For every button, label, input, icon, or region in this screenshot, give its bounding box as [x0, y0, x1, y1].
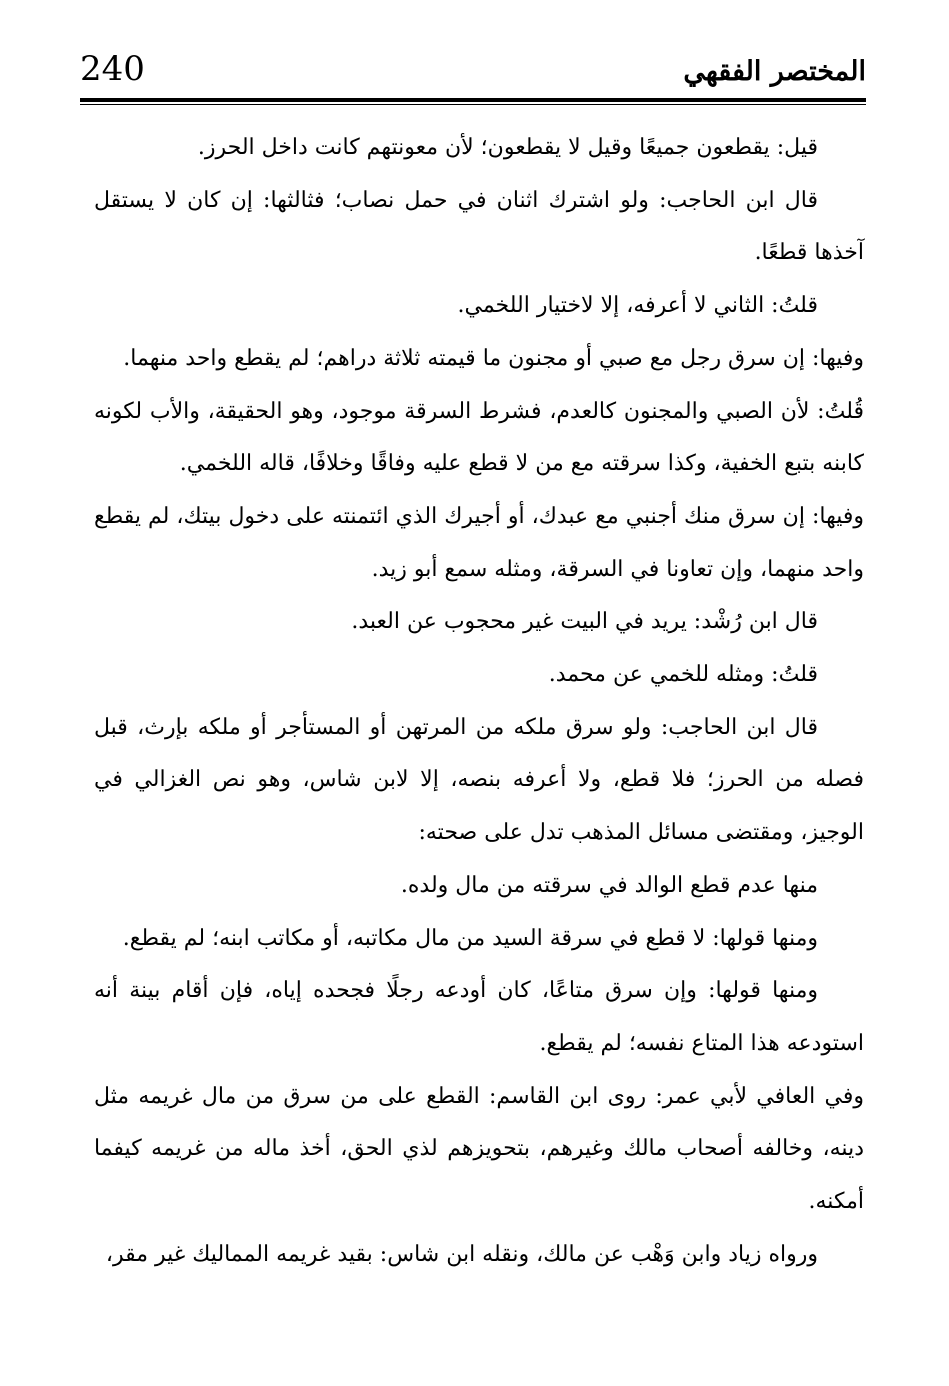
paragraph-12: ومنها قولها: وإن سرق متاعًا، كان أودعه رجلًا فجحده إياه، فإن أقام بينة أنه استودعه هذا المتاع نفسه؛ لم يقطع. [94, 978, 864, 1056]
body-text [94, 122, 864, 1281]
paragraph-9: قال ابن الحاجب: ولو سرق ملكه من المرتهن أو المستأجر أو ملكه بإرث، قبل فصله من الحرز؛ فلا قطع، ولا أعرفه بنصه، إلا لابن شاس، وهو نص الغزالي في الوجيز، ومقتضى مسائل المذهب تدل على صحته: [94, 714, 864, 846]
header-rule-thick [80, 98, 866, 102]
paragraph-14: ورواه زياد وابن وَهْب عن مالك، ونقله ابن شاس: بقيد غريمه المماليك غير مقر، [105, 1241, 818, 1267]
paragraph-8: قلتُ: ومثله للخمي عن محمد. [548, 662, 818, 688]
page-header [80, 46, 866, 100]
paragraph-7: قال ابن رُشْد: يريد في البيت غير محجوب عن العبد. [351, 609, 818, 635]
paragraph-1: قيل: يقطعون جميعًا وقيل لا يقطعون؛ لأن معونتهم كانت داخل الحرز. [197, 135, 818, 160]
running-title: المختصر الفقهي [683, 56, 866, 87]
header-rule-thin [80, 104, 866, 105]
paragraph-6: وفيها: إن سرق منك أجنبي مع عبدك، أو أجيرك الذي ائتمنته على دخول بيتك، لم يقطع واحد منهما، وإن تعاونا في السرقة، ومثله سمع أبو زيد. [94, 503, 864, 582]
paragraph-10: منها عدم قطع الوالد في سرقته من مال ولده. [400, 872, 818, 898]
paragraph-3: قلتُ: الثاني لا أعرفه، إلا لاختيار اللخمي. [457, 293, 818, 319]
page-number: 240 [80, 49, 145, 89]
paragraph-13: وفي العافي لأبي عمر: روى ابن القاسم: القطع على من سرق من مال غريمه مثل دينه، وخالفه أصحاب مالك وغيرهم، بتحويزهم لذي الحق، أخذ ماله من غريمه كيفما أمكنه. [94, 1083, 864, 1215]
paragraph-5: قُلتُ: لأن الصبي والمجنون كالعدم، فشرط السرقة موجود، وهو الحقيقة، والأب لكونه كابنه بتبع الخفية، وكذا سرقته مع من لا قطع عليه وفاقًا وخلافًا، قاله اللخمي. [94, 398, 864, 477]
paragraph-4: وفيها: إن سرق رجل مع صبي أو مجنون ما قيمته ثلاثة دراهم؛ لم يقطع واحد منهما. [123, 345, 864, 371]
paragraph-2: قال ابن الحاجب: ولو اشترك اثنان في حمل نصاب؛ فثالثها: إن كان لا يستقل آخذها قطعًا. [94, 187, 864, 266]
paragraph-11: ومنها قولها: لا قطع في سرقة السيد من مال مكاتبه، أو مكاتب ابنه؛ لم يقطع. [122, 925, 818, 951]
